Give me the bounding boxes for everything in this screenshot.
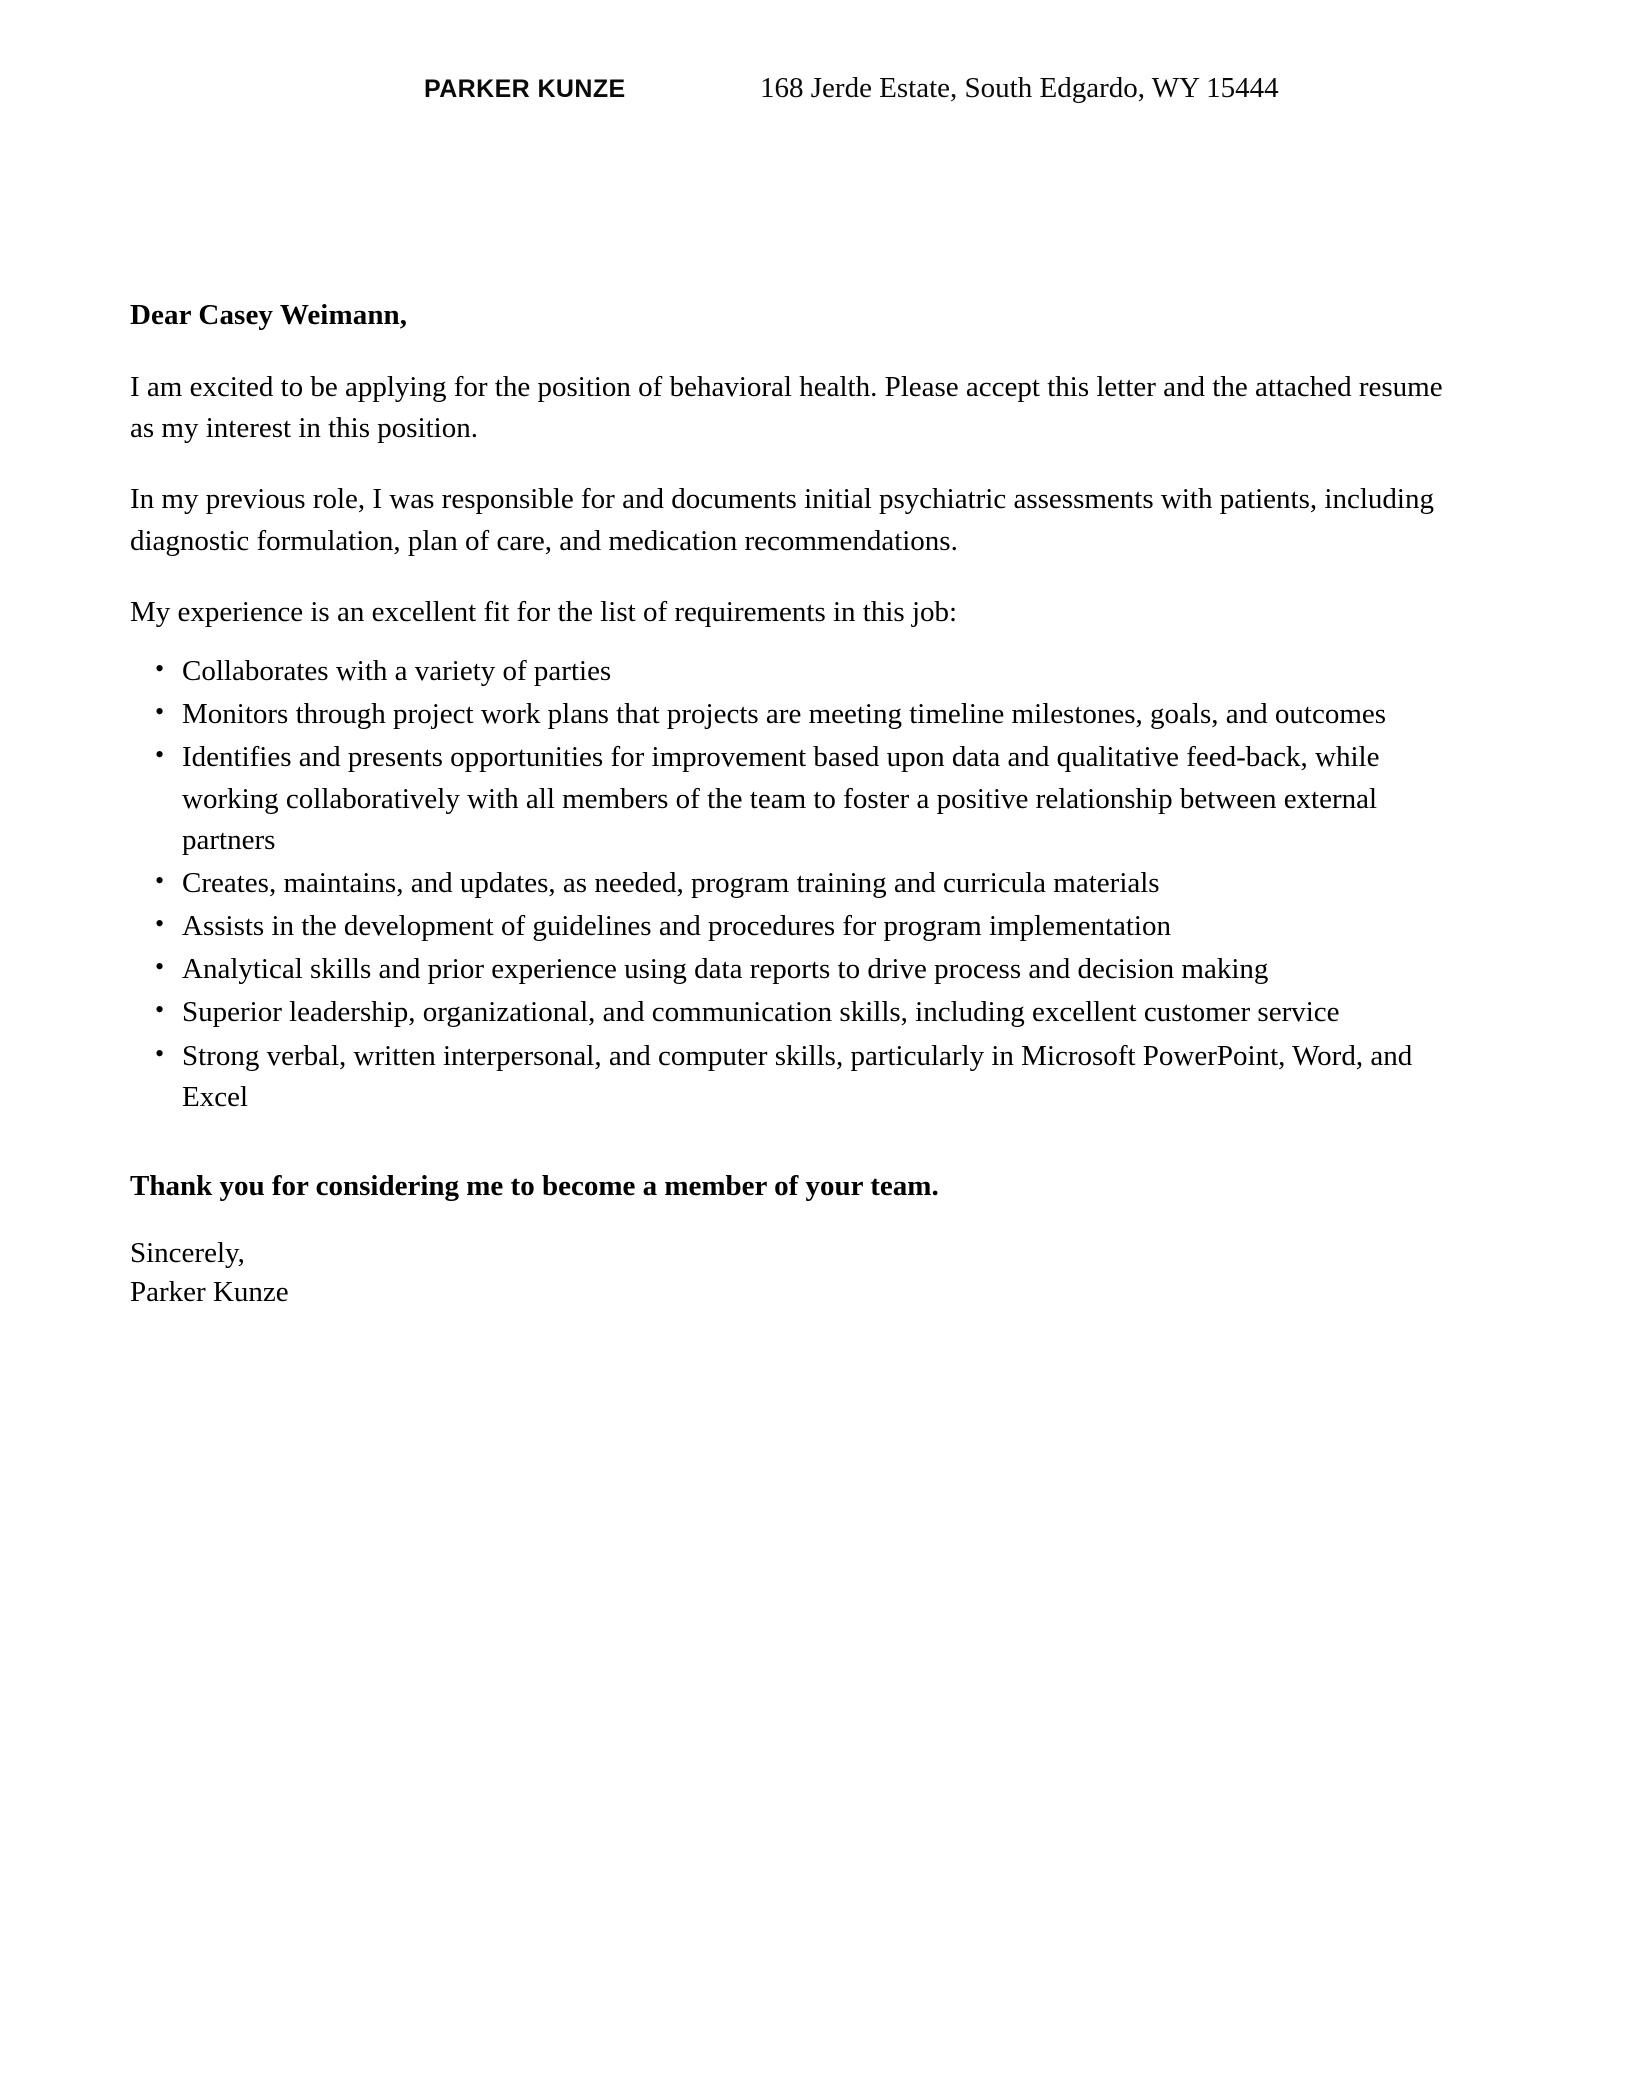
signature-block [130, 1234, 1458, 1311]
requirements-lead-in: My experience is an excellent fit for the list of requirements in this job: [130, 595, 958, 628]
list-item: • Assists in the development of guidelines and procedures for program implementation [130, 906, 1458, 947]
list-item: • Identifies and presents opportunities for improvement based upon data and qualitative feed-back, while working collaboratively with all members of the team to foster a positive relationship between external partners [130, 737, 1458, 861]
list-item: • Strong verbal, written interpersonal, and computer skills, particularly in Microsoft PowerPoint, Word, and Excel [130, 1036, 1458, 1118]
signature-name: Parker Kunze [130, 1276, 289, 1309]
sender-name: PARKER KUNZE [424, 75, 626, 103]
list-item: • Analytical skills and prior experience using data reports to drive process and decision making [130, 949, 1458, 990]
list-item: • Collaborates with a variety of parties [130, 651, 1458, 692]
valediction: Sincerely, [130, 1237, 245, 1270]
list-item: • Superior leadership, organizational, and communication skills, including excellent customer service [130, 992, 1458, 1033]
letterhead [130, 72, 1502, 105]
closing-statement: Thank you for considering me to become a member of your team. [130, 1169, 939, 1202]
letter-body [130, 296, 1458, 1312]
body-paragraph-1: I am excited to be applying for the position of behavioral health. Please accept this letter and the attached resume as my interest in this position. [130, 371, 1443, 445]
sender-address: 168 Jerde Estate, South Edgardo, WY 15444 [760, 72, 1279, 104]
requirements-list [130, 651, 1458, 1118]
salutation: Dear Casey Weimann, [130, 299, 408, 331]
list-item: • Monitors through project work plans that projects are meeting timeline milestones, goals, and outcomes [130, 694, 1458, 735]
body-paragraph-2: In my previous role, I was responsible for and documents initial psychiatric assessments with patients, including diagnostic formulation, plan of care, and medication recommendations. [130, 483, 1434, 557]
list-item: • Creates, maintains, and updates, as needed, program training and curricula materials [130, 863, 1458, 904]
